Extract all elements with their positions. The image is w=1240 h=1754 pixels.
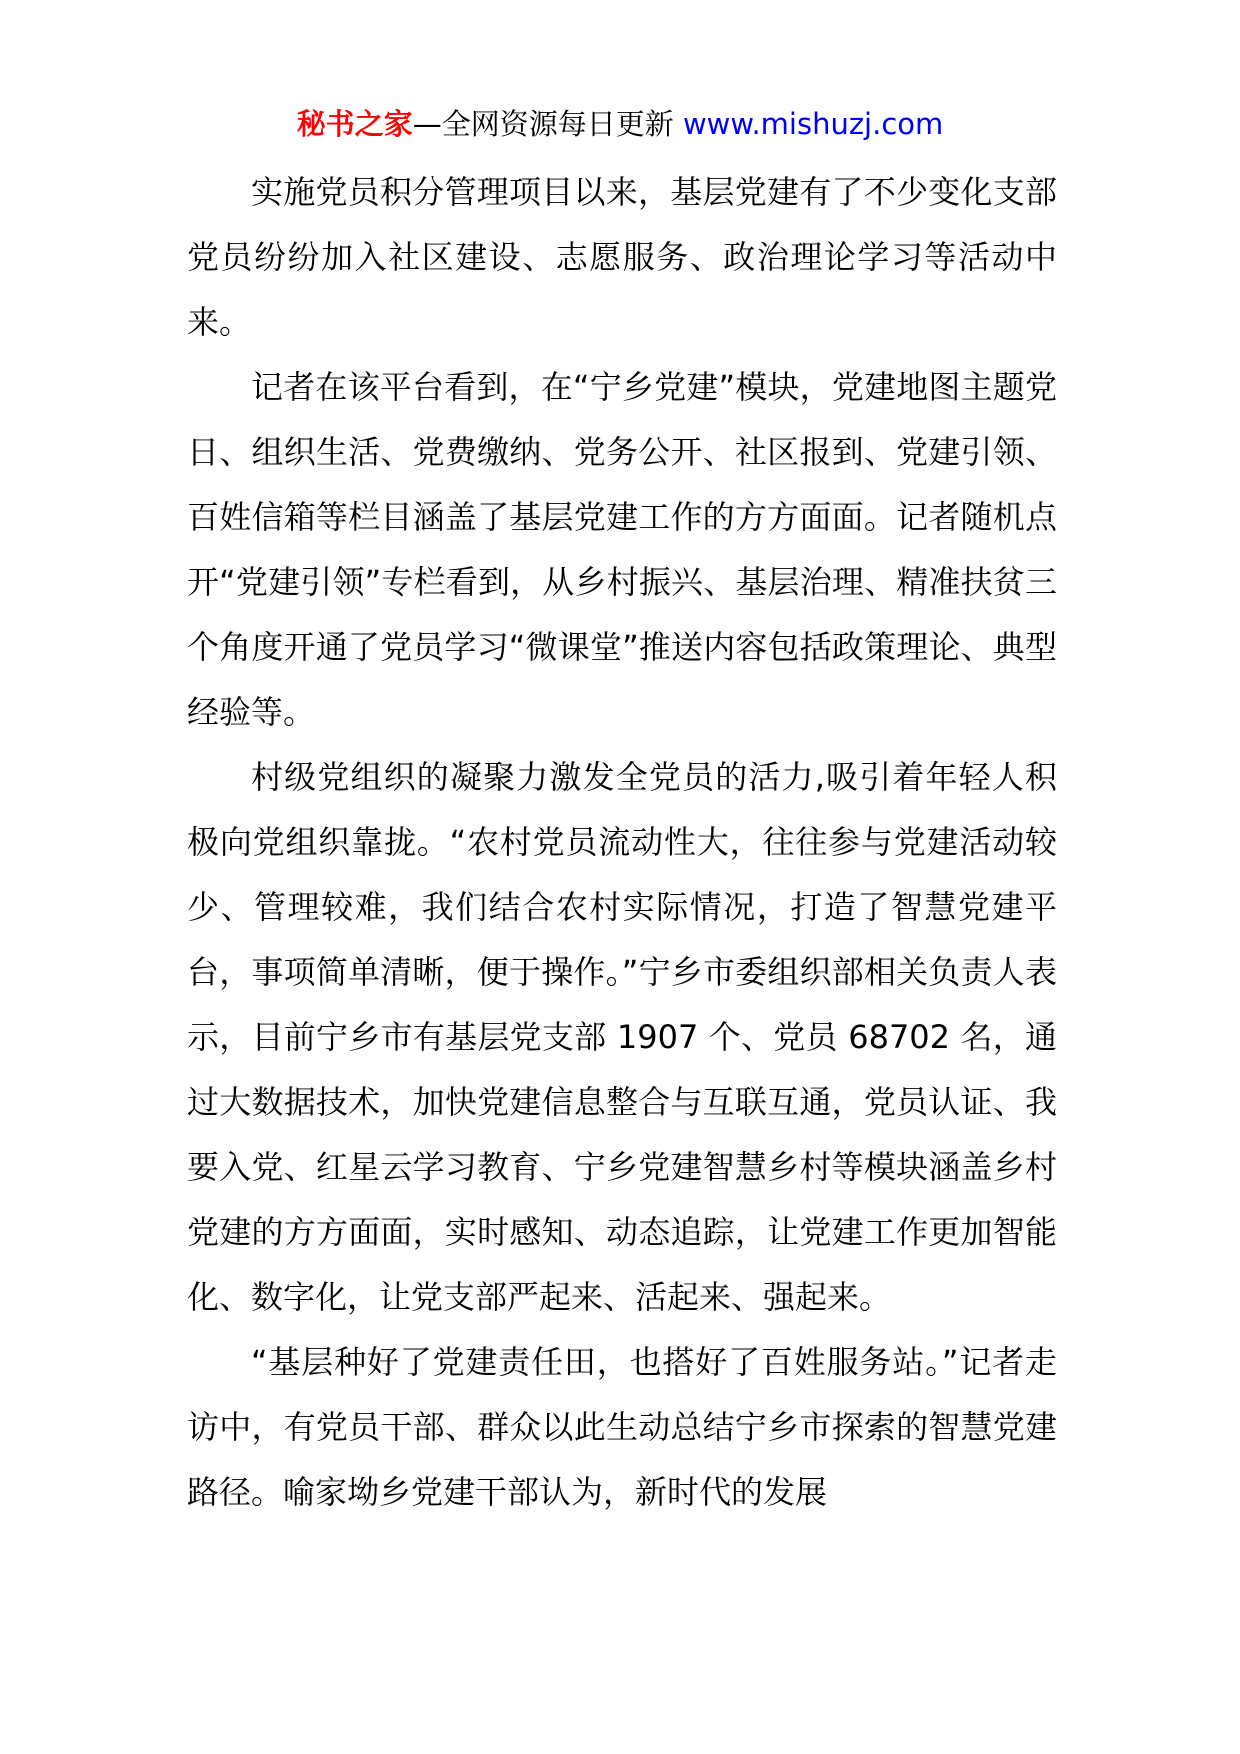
- brand-name: 秘书之家: [296, 107, 413, 141]
- paragraph-1: 实施党员积分管理项目以来，基层党建有了不少变化支部党员纷纷加入社区建设、志愿服务、政治理论学习等活动中来。: [187, 173, 1057, 341]
- paragraph-3: 村级党组织的凝聚力激发全党员的活力,吸引着年轻人积极向党组织靠拢。“农村党员流动性大，往往参与党建活动较少、管理较难，我们结合农村实际情况，打造了智慧党建平台，事项简单清晰，便于操作。”宁乡市委组织部相关负责人表示，目前宁乡市有基层党支部 1907 个、党员 68702 名，通过大数据技术，加快党建信息整合与互联互通，党员认证、我要入党、红星云学习教育、宁乡党建智慧乡村等模块涵盖乡村党建的方方面面，实时感知、动态追踪，让党建工作更加智能化、数字化，让党支部严起来、活起来、强起来。: [187, 758, 1057, 1316]
- paragraph-4: “基层种好了党建责任田，也搭好了百姓服务站。”记者走访中，有党员干部、群众以此生动总结宁乡市探索的智慧党建路径。喻家坳乡党建干部认为，新时代的发展: [187, 1343, 1057, 1511]
- paragraph-2: 记者在该平台看到，在“宁乡党建”模块，党建地图主题党日、组织生活、党费缴纳、党务公开、社区报到、党建引领、百姓信箱等栏目涵盖了基层党建工作的方方面面。记者随机点开“党建引领”专栏看到，从乡村振兴、基层治理、精准扶贫三个角度开通了党员学习“微课堂”推送内容包括政策理论、典型经验等。: [187, 368, 1057, 731]
- header-tagline: —全网资源每日更新: [412, 107, 674, 141]
- website-link[interactable]: www.mishuzj.com: [682, 107, 944, 141]
- article-body: [187, 160, 1057, 1525]
- page-header: [0, 104, 1240, 144]
